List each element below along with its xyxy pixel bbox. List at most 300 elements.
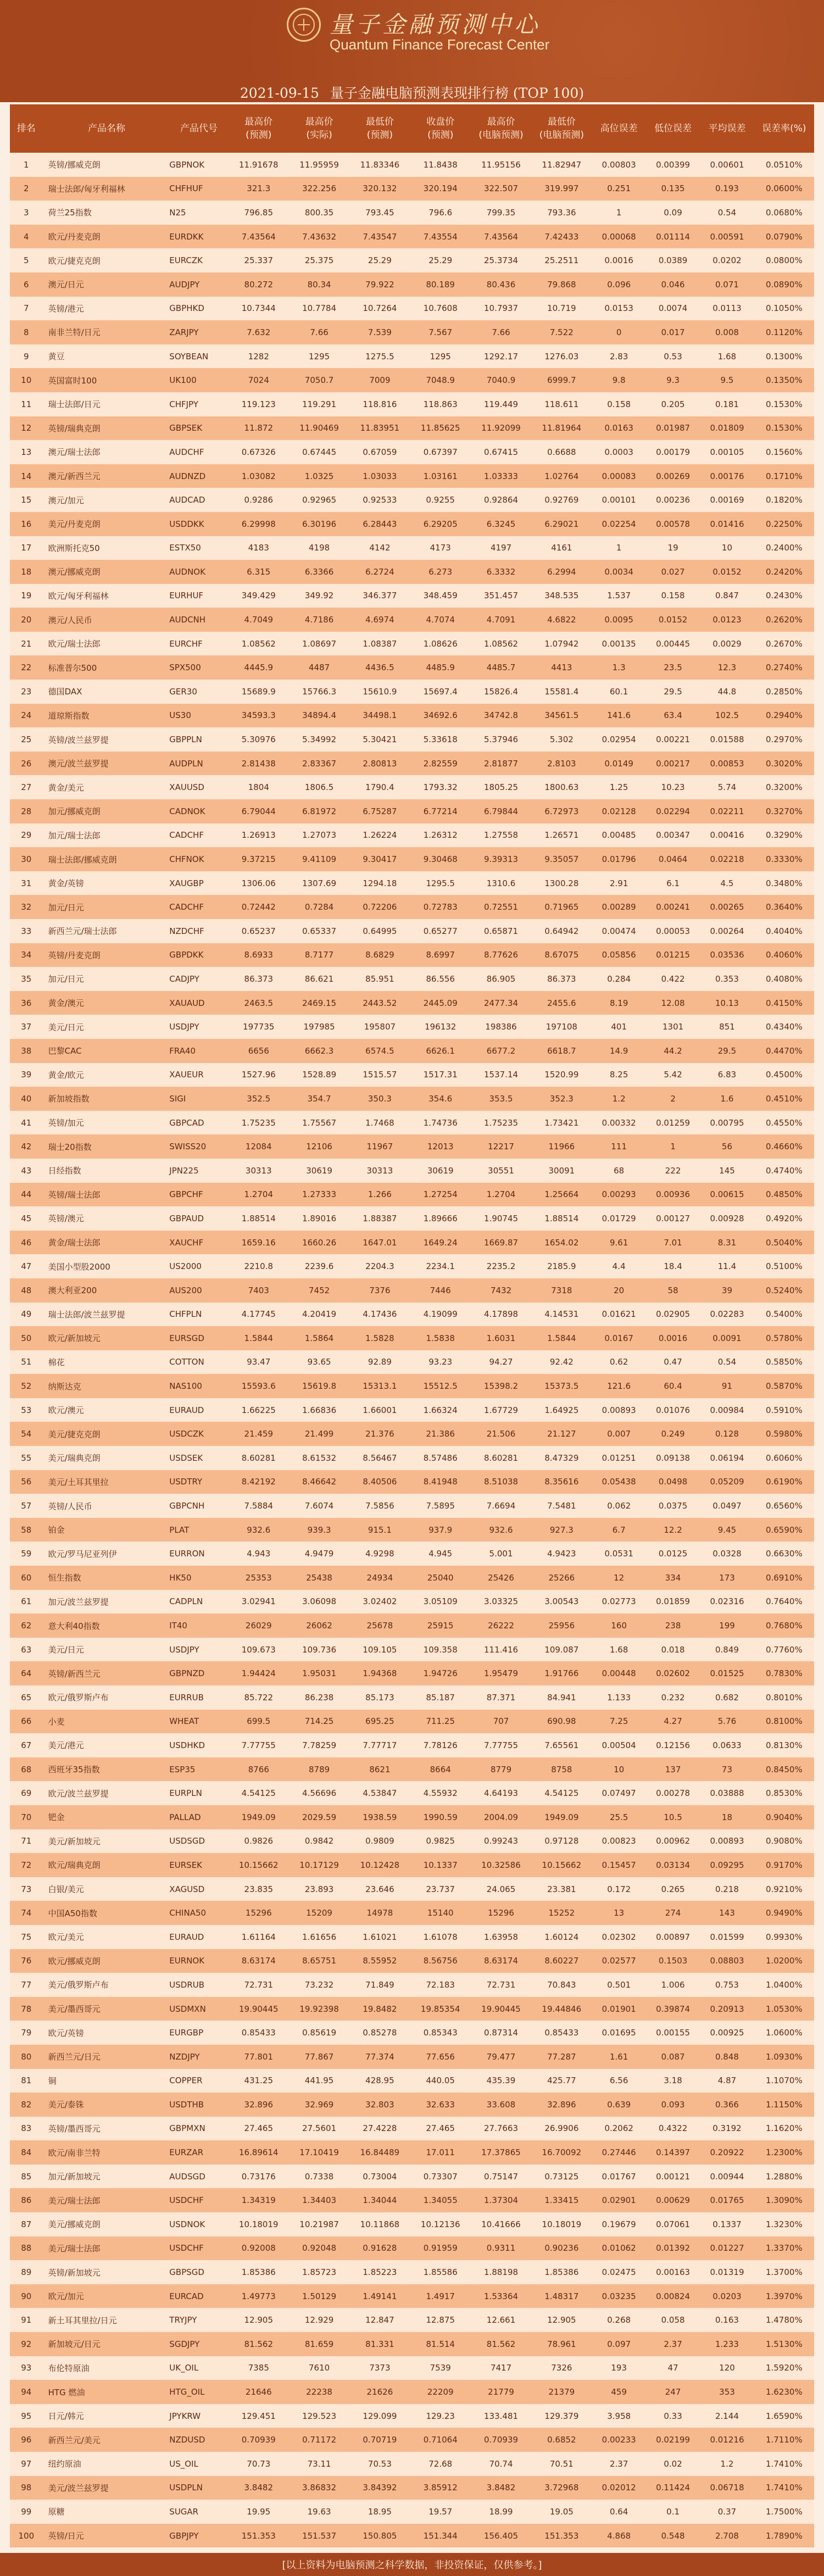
table-cell: 1.08626 [423,638,458,649]
table-cell: USDTRY [169,1477,203,1487]
table-cell: 1.50129 [302,2291,337,2301]
table-cell: 0.01392 [656,2243,691,2254]
table-cell: 0.0531 [604,1549,633,1559]
table-cell: 0.54 [717,207,737,218]
table-cell: 1654.02 [544,1237,579,1248]
table-cell: 0.087 [661,2051,685,2062]
table-cell: 0.01588 [710,735,744,745]
table-cell: 6.2724 [365,566,394,577]
table-cell: 10.12136 [420,2219,460,2229]
logo-icon [287,8,321,42]
table-cell: 6.81972 [302,806,337,816]
table-cell: 12217 [488,1142,514,1152]
table-cell: 8.60227 [544,1956,579,1966]
table-cell: 2.80813 [363,758,397,769]
table-cell: 0.00265 [710,902,744,913]
table-row [10,512,814,536]
table-cell: 21.376 [365,1429,394,1439]
table-cell: 12106 [306,1142,332,1152]
table-cell: 1.88514 [544,1213,579,1223]
table-cell: 195807 [364,1022,396,1032]
table-cell: 0.2940% [765,710,803,721]
table-cell: 0.096 [607,279,631,290]
column-header: 最高价 (电脑预测) [478,116,524,141]
table-cell: 10.7784 [302,303,337,314]
table-cell: XAUUSD [169,782,204,793]
table-cell: 瑞士法郎/匈牙利福林 [48,183,125,194]
table-cell: 6662.3 [304,1045,334,1056]
table-cell: 2.81877 [484,758,519,769]
table-cell: 1.49773 [241,2291,276,2301]
table-cell: 796.85 [244,207,274,218]
table-cell: 7.25 [609,1716,628,1727]
table-cell: COTTON [169,1357,204,1367]
table-cell: 1.94424 [241,1668,276,1679]
table-cell: 18.95 [368,2506,392,2517]
table-cell: 19.85354 [420,2004,460,2014]
table-cell: 23.893 [304,1884,334,1894]
table-row [10,1374,814,1398]
table-cell: 0.6560% [765,1501,803,1511]
table-cell: SGDJPY [169,2339,200,2349]
table-cell: 34498.1 [363,710,397,721]
table-cell: 4.943 [247,1549,271,1559]
table-cell: USDSGD [169,1836,205,1846]
table-cell: 0.3270% [765,806,803,816]
table-cell: 1.90745 [484,1213,519,1223]
table-cell: 1.34403 [302,2195,337,2206]
table-cell: 0.2850% [765,686,803,697]
table-cell: PLAT [169,1525,190,1535]
table-cell: 40 [21,1093,32,1104]
table-cell: 11.85625 [420,423,460,433]
table-cell: 19.95 [247,2506,271,2517]
table-row [10,2069,814,2093]
table-row [10,2021,814,2045]
table-cell: 70.74 [489,2458,513,2469]
table-cell: 8 [24,327,29,337]
table-cell: 0.00962 [656,1836,691,1846]
table-cell: 29 [21,830,32,841]
table-cell: 86.373 [244,973,274,984]
table-row [10,1206,814,1231]
table-cell: 0.01062 [602,2243,636,2254]
table-cell: 11967 [366,1142,393,1152]
table-cell: 0.205 [661,399,685,409]
table-cell: 0.4150% [765,998,803,1008]
table-cell: 133.481 [484,2411,519,2421]
table-cell: 4.17745 [241,1309,276,1320]
table-cell: 26062 [306,1621,332,1631]
table-cell: 38 [21,1045,32,1056]
table-cell: 4.868 [607,2530,631,2541]
table-cell: 1804 [248,782,269,793]
table-cell: CHFJPY [169,399,198,409]
table-cell: 1.2704 [244,1189,274,1200]
table-cell: 2.37 [609,2458,628,2469]
table-cell: 英镑/人民币 [48,1501,92,1511]
table-cell: 0.53 [664,351,682,361]
table-cell: 0.4920% [765,1213,803,1223]
table-cell: 1.34044 [363,2195,397,2206]
table-cell: 1 [616,543,622,553]
table-cell: 1.2880% [765,2171,803,2182]
table-cell: 0.01695 [602,2028,636,2038]
table-cell: 澳元/新西兰元 [48,471,101,482]
table-cell: 2477.34 [484,998,519,1008]
table-cell: 0.753 [715,1979,739,1990]
table-cell: 4.54125 [544,1788,579,1799]
table-cell: 56 [21,1477,32,1487]
table-cell: 75 [21,1932,32,1942]
table-cell: 6656 [248,1045,269,1056]
table-cell: 8.31 [717,1237,737,1248]
table-cell: 354.6 [428,1093,453,1104]
table-cell: 欧元/罗马尼亚列伊 [48,1549,117,1559]
table-cell: 334 [665,1572,681,1583]
table-cell: 7318 [551,1285,572,1295]
table-cell: 81.514 [426,2339,455,2349]
table-row [10,1638,814,1662]
table-cell: 1800.63 [544,782,579,793]
table-cell: 1.91766 [544,1668,579,1679]
table-cell: EURSEK [169,1860,203,1870]
table-cell: 12084 [245,1142,272,1152]
table-cell: 1.5130% [765,2339,803,2349]
table-cell: 8.6933 [244,950,274,960]
table-cell: 70 [21,1812,32,1822]
table-cell: 1.133 [607,1692,631,1703]
table-cell: 44.2 [664,1045,682,1056]
table-cell: 6.3366 [304,566,334,577]
table-cell: 695.25 [365,1716,394,1727]
table-row [10,1159,814,1183]
table-cell: 0.046 [661,279,685,290]
table-cell: 瑞士20指数 [48,1142,92,1152]
table-cell: 81.331 [365,2339,394,2349]
table-cell: 6.29205 [423,519,458,529]
table-cell: 0.39874 [656,2004,691,2014]
table-cell: 119.123 [241,399,276,409]
table-cell: 英镑/新加坡元 [48,2267,101,2278]
table-cell: 25040 [427,1572,454,1583]
table-cell: EURRON [169,1549,205,1559]
table-cell: 4.20419 [302,1309,337,1320]
table-cell: 0.181 [715,399,739,409]
table-row [10,1494,814,1518]
table-cell: 1.0600% [765,2028,803,2038]
table-cell: 109.358 [423,1644,458,1655]
table-cell: 0.4080% [765,973,803,984]
table-cell: 15140 [427,1908,454,1918]
table-cell: 4.9479 [304,1549,334,1559]
table-cell: 91 [721,1381,733,1392]
table-cell: 0.02254 [602,519,636,529]
table-cell: 1294.18 [363,878,397,888]
table-cell: 129.379 [544,2411,579,2421]
table-cell: 美元/波兰兹罗提 [48,2483,109,2493]
table-cell: USDHKD [169,1740,205,1750]
table-cell: 5.001 [489,1549,513,1559]
table-cell: 109.673 [241,1644,276,1655]
table-cell: 黄豆 [48,352,65,362]
table-cell: 11 [21,399,32,409]
table-cell: 0.00221 [656,735,691,745]
table-cell: 11.4 [717,1261,737,1272]
table-cell: 0.0095 [604,615,633,625]
table-cell: 0.9210% [765,1884,803,1894]
table-cell: 85.187 [426,1692,455,1703]
table-row [10,2428,814,2452]
table-cell: 0.00053 [656,926,691,936]
table-cell: 11.8438 [423,159,458,170]
table-cell: 0.85433 [241,2028,276,2038]
table-row [10,536,814,560]
table-cell: 0.5870% [765,1381,803,1392]
table-cell: 25353 [245,1572,272,1583]
table-cell: 欧元/澳元 [48,1405,84,1416]
table-cell: 0.00127 [656,1213,691,1223]
table-cell: 1.2 [612,1093,626,1104]
table-row [10,943,814,967]
table-cell: 68 [21,1764,32,1774]
table-cell: 84.941 [547,1692,576,1703]
table-cell: 英镑/波兰兹罗提 [48,735,109,745]
table-cell: IT40 [169,1621,187,1631]
table-cell: 0.6852 [547,2435,576,2445]
table-cell: 1.08387 [363,638,397,649]
table-cell: 0.0113 [712,303,742,314]
table-cell: 美元/泰铢 [48,2100,84,2110]
table-cell: 欧元/英镑 [48,2028,84,2038]
table-cell: 32.896 [547,2099,576,2110]
table-cell: 1.006 [661,1979,685,1990]
table-cell: 0.03134 [656,1860,691,1870]
table-cell: 9.5 [720,375,734,386]
table-cell: SOYBEAN [169,351,209,361]
table-cell: 1 [24,159,29,170]
table-cell: 10.12428 [360,1860,400,1870]
table-cell: 5.37946 [484,735,519,745]
table-cell: 7048.9 [426,375,455,386]
table-cell: 25 [21,735,32,745]
table-cell: 198386 [485,1022,517,1032]
table-cell: 0.71965 [544,902,579,913]
table-cell: 30 [21,854,32,865]
table-cell: 274 [665,1908,681,1918]
table-cell: 5.302 [549,735,574,745]
table-cell: 156.405 [484,2530,519,2541]
table-cell: GBPPLN [169,735,202,745]
table-cell: 8.42192 [241,1477,276,1487]
table-row [10,1422,814,1446]
table-cell: 151.353 [241,2530,276,2541]
table-cell: 111.416 [484,1644,519,1655]
table-cell: 0.67059 [363,447,397,457]
table-cell: 12.661 [486,2315,516,2325]
table-cell: 0.058 [661,2315,685,2325]
table-cell: 12.08 [661,998,685,1008]
header-banner [0,0,824,102]
table-cell: 353 [719,2387,735,2397]
table-cell: 81.562 [244,2339,274,2349]
table-cell: 17.011 [426,2147,455,2158]
table-cell: 793.36 [547,207,576,218]
table-cell: 5.74 [717,782,737,793]
table-cell: 143 [719,1908,735,1918]
table-cell: 0.00893 [602,1405,636,1415]
table-cell: 0.67415 [484,447,519,457]
table-cell: 118.816 [363,399,397,409]
table-cell: 0.00416 [710,830,744,841]
table-cell: 3.72968 [544,2483,579,2493]
table-cell: 26 [21,758,32,769]
table-cell: 8.47329 [544,1453,579,1463]
table-cell: 129.099 [363,2411,397,2421]
table-cell: 美元/瑞典克朗 [48,1453,101,1464]
table-cell: 0.0203 [712,2291,742,2301]
table-cell: 12.847 [365,2315,394,2325]
table-cell: 欧洲斯托克50 [48,543,100,553]
table-cell: 0.19679 [602,2219,636,2229]
table-cell: 1.60124 [544,1932,579,1942]
table-cell: 2239.6 [304,1261,334,1272]
table-cell: 7452 [309,1285,330,1295]
table-cell: 1649.24 [423,1237,458,1248]
table-cell: 8.19 [609,998,628,1008]
table-cell: 0.00233 [602,2435,636,2445]
table-cell: 0.4510% [765,1093,803,1104]
table-row [10,1757,814,1782]
table-cell: 0.02577 [602,1956,636,1966]
table-cell: 0.72206 [363,902,397,913]
table-cell: 0.6688 [547,447,576,457]
table-cell: 4142 [369,543,391,553]
table-cell: 19.90445 [238,2004,279,2014]
table-cell: 8.55952 [363,1956,397,1966]
table-cell: 1.6230% [765,2387,803,2397]
table-cell: USDCHF [169,2243,204,2254]
table-cell: 0.5240% [765,1285,803,1295]
table-cell: 77.867 [304,2051,334,2062]
table-cell: 23 [21,686,32,697]
table-cell: 澳元/挪威克朗 [48,567,101,577]
table-cell: 原糖 [48,2507,65,2517]
table-cell: 6.79844 [484,806,519,816]
table-cell: XAGUSD [169,1884,205,1894]
table-cell: 7.5856 [365,1501,394,1511]
table-cell: 11.95959 [299,159,339,170]
table-cell: 0.00293 [602,1189,636,1200]
table-cell: 21.506 [486,1429,516,1439]
table-cell: 0.00264 [710,926,744,936]
table-cell: 199 [719,1621,735,1631]
table-cell: 69 [21,1788,32,1799]
table-cell: 129.23 [426,2411,455,2421]
table-cell: 0.85619 [302,2028,337,2038]
table-cell: 8.56467 [363,1453,397,1463]
table-cell: 0.64 [609,2506,628,2517]
table-cell: 1.0530% [765,2004,803,2014]
table-cell: 70.51 [549,2458,574,2469]
table-cell: 238 [665,1621,681,1631]
table-cell: 15512.5 [423,1381,458,1392]
column-header: 收盘价 (预测) [426,116,455,141]
table-cell: 33.608 [486,2099,516,2110]
table-cell: 31 [21,878,32,888]
table-cell: 0.73307 [423,2171,458,2182]
table-cell: 0.0153 [604,303,633,314]
table-cell: 1.89016 [302,1213,337,1223]
table-cell: 1.27073 [302,830,337,841]
table-cell: 8.57486 [423,1453,458,1463]
table-cell: 0.02773 [602,1596,636,1607]
table-cell: 5.34992 [302,735,337,745]
brand-name-cn: 量子金融预测中心 [330,11,541,38]
table-cell: 2.91 [609,878,628,888]
table-cell: 加元/波兰兹罗提 [48,1596,109,1607]
table-cell: 2004.09 [484,1812,519,1822]
table-cell: 141.6 [607,710,631,721]
table-cell: 4.7074 [426,615,455,625]
table-cell: 1.68 [717,351,737,361]
table-cell: 0.682 [715,1692,739,1703]
table-cell: 7446 [430,1285,451,1295]
table-cell: 7.5481 [547,1501,576,1511]
table-cell: 12013 [427,1142,454,1152]
table-cell: 0.2740% [765,663,803,673]
table-cell: 4197 [490,543,512,553]
table-cell: 193 [611,2363,627,2373]
table-cell: SWISS20 [169,1142,207,1152]
table-cell: 57 [21,1501,32,1511]
table-cell: 1.0200% [765,1956,803,1966]
table-cell: 690.98 [547,1716,576,1727]
table-cell: 14978 [366,1908,393,1918]
table-cell: 道琼斯指数 [48,710,90,721]
table-cell: 8.6997 [426,950,455,960]
table-cell: 151.537 [302,2530,337,2541]
table-cell: 6.3332 [486,566,516,577]
table-cell: 7.78259 [302,1740,337,1750]
table-row [10,847,814,871]
table-cell: 15610.9 [363,686,397,697]
table-row [10,799,814,824]
table-cell: GBPSEK [169,423,203,433]
table-cell: 0.47 [664,1357,682,1367]
table-cell: 22 [21,663,32,673]
table-cell: 6.273 [428,566,453,577]
table-cell: 7.522 [549,327,574,337]
table-cell: NAS100 [169,1381,202,1392]
table-cell: 4.9423 [547,1549,576,1559]
table-cell: AUDCAD [169,495,205,505]
table-cell: 1938.59 [363,1812,397,1822]
table-cell: 中国A50指数 [48,1908,97,1918]
table-cell: 10.15662 [542,1860,582,1870]
column-header: 平均误差 [708,123,746,134]
table-cell: 348.535 [544,591,579,601]
table-row [10,344,814,369]
table-row [10,1685,814,1710]
table-cell: 32.633 [426,2099,455,2110]
table-cell: 2445.09 [423,998,458,1008]
table-cell: 19.44846 [542,2004,582,2014]
table-cell: USDMXN [169,2004,206,2014]
table-cell: 41 [21,1117,32,1128]
table-cell: 8621 [369,1764,391,1774]
column-header: 最高价 (实际) [305,116,333,141]
